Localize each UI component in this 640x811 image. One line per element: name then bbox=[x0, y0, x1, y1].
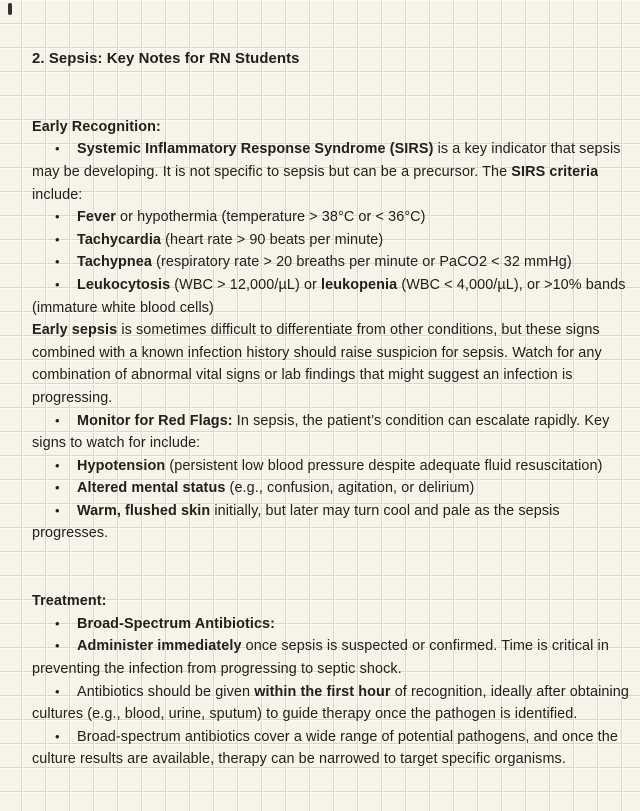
text-run: progresses. bbox=[32, 525, 109, 542]
text-run: may be developing. It is not specific to sepsis but can be a precursor. The bbox=[32, 163, 512, 180]
blank-line bbox=[32, 71, 617, 94]
text-line bbox=[32, 206, 617, 229]
text-run: (persistent low blood pressure despite adequate fluid resuscitation) bbox=[165, 457, 603, 474]
text-run: (immature white blood cells) bbox=[32, 299, 214, 316]
text-line bbox=[32, 590, 617, 613]
text-run: progressing. bbox=[32, 389, 113, 406]
bold-text-run: Treatment: bbox=[32, 593, 107, 610]
pen-mark bbox=[8, 3, 12, 15]
text-run: or hypothermia (temperature > 38°C or < 36°C) bbox=[115, 209, 426, 226]
bullet-icon: • bbox=[55, 209, 60, 225]
blank-line bbox=[32, 93, 617, 116]
text-run: (e.g., confusion, agitation, or delirium) bbox=[225, 480, 475, 497]
bold-text-run: Systemic Inflammatory Response Syndrome (SIRS) bbox=[77, 141, 434, 158]
bullet-icon: • bbox=[55, 728, 60, 744]
bold-text-run: Warm, flushed skin bbox=[77, 502, 211, 519]
text-run: is sometimes difficult to differentiate from other conditions, but these signs bbox=[117, 322, 600, 339]
text-line bbox=[32, 184, 617, 207]
text-run: once sepsis is suspected or confirmed. Time is critical in bbox=[241, 638, 609, 655]
bullet-icon: • bbox=[55, 480, 60, 496]
text-run: Broad-spectrum antibiotics cover a wide range of potential pathogens, and once the bbox=[77, 728, 618, 745]
bold-text-run: Administer immediately bbox=[77, 638, 242, 655]
bullet-icon: • bbox=[55, 141, 60, 157]
bullet-icon: • bbox=[55, 457, 60, 473]
text-line bbox=[32, 726, 617, 749]
bullet-icon: • bbox=[55, 254, 60, 270]
text-line bbox=[32, 500, 617, 523]
bullet-icon: • bbox=[55, 412, 60, 428]
text-line bbox=[32, 138, 621, 161]
bold-text-run: SIRS criteria bbox=[511, 163, 599, 180]
text-run: culture results are available, therapy can be narrowed to target specific organisms. bbox=[32, 751, 566, 768]
text-run: cultures (e.g., blood, urine, sputum) to guide therapy once the pathogen is identified. bbox=[32, 706, 578, 723]
blank-line bbox=[32, 545, 617, 568]
bold-text-run: Altered mental status bbox=[77, 480, 226, 497]
bullet-icon: • bbox=[55, 231, 60, 247]
text-line bbox=[32, 161, 617, 184]
text-run: (WBC < 4,000/µL), or >10% bands bbox=[397, 276, 626, 293]
text-run: combination of abnormal vital signs or lab findings that might suggest an infection is bbox=[32, 367, 573, 384]
text-line bbox=[32, 522, 617, 545]
bold-text-run: Leukocytosis bbox=[77, 276, 171, 293]
text-run: (WBC > 12,000/µL) or bbox=[170, 276, 322, 293]
text-run: is a key indicator that sepsis bbox=[433, 141, 621, 158]
text-run: (heart rate > 90 beats per minute) bbox=[161, 231, 384, 248]
text-line bbox=[32, 297, 617, 320]
text-line bbox=[32, 229, 617, 252]
text-line bbox=[32, 455, 617, 478]
bullet-icon: • bbox=[55, 638, 60, 654]
text-run: In sepsis, the patient’s condition can escalate rapidly. Key bbox=[232, 412, 610, 429]
bold-text-run: Broad-Spectrum Antibiotics: bbox=[77, 615, 276, 632]
bullet-icon: • bbox=[55, 683, 60, 699]
text-run: (respiratory rate > 20 breaths per minute or PaCO2 < 32 mmHg) bbox=[152, 254, 572, 271]
note-body bbox=[32, 48, 630, 771]
bold-text-run: Fever bbox=[77, 209, 116, 226]
text-run: preventing the infection from progressing to septic shock. bbox=[32, 661, 402, 678]
bold-text-run: leukopenia bbox=[321, 276, 398, 293]
bold-text-run: Monitor for Red Flags: bbox=[77, 412, 233, 429]
text-line bbox=[32, 613, 617, 636]
text-line bbox=[32, 658, 617, 681]
text-run: of recognition, ideally after obtaining bbox=[390, 683, 630, 700]
text-line bbox=[32, 364, 617, 387]
bold-text-run: 2. Sepsis: Key Notes for RN Students bbox=[32, 51, 300, 67]
text-line bbox=[32, 635, 617, 658]
text-run: initially, but later may turn cool and pale as the sepsis bbox=[210, 502, 560, 519]
text-line bbox=[32, 477, 617, 500]
bold-text-run: within the first hour bbox=[254, 683, 391, 700]
text-line bbox=[32, 116, 617, 139]
bullet-icon: • bbox=[55, 276, 60, 292]
bold-text-run: Early Recognition: bbox=[32, 118, 161, 135]
bold-text-run: Tachycardia bbox=[77, 231, 162, 248]
bullet-icon: • bbox=[55, 615, 60, 631]
text-run: combined with a known infection history should raise suspicion for sepsis. Watch for any bbox=[32, 344, 602, 361]
blank-line bbox=[32, 568, 617, 591]
text-line bbox=[32, 251, 617, 274]
bold-text-run: Hypotension bbox=[77, 457, 166, 474]
text-line bbox=[32, 319, 617, 342]
text-line bbox=[32, 748, 617, 771]
bold-text-run: Tachypnea bbox=[77, 254, 153, 271]
text-line bbox=[32, 342, 617, 365]
text-run: Antibiotics should be given bbox=[77, 683, 255, 700]
text-line bbox=[32, 432, 617, 455]
text-line bbox=[32, 410, 617, 433]
bold-text-run: Early sepsis bbox=[32, 322, 118, 339]
bullet-icon: • bbox=[55, 502, 60, 518]
text-line bbox=[32, 274, 626, 297]
text-line bbox=[32, 681, 630, 704]
text-run: include: bbox=[32, 186, 83, 203]
text-line bbox=[32, 703, 617, 726]
text-run: signs to watch for include: bbox=[32, 435, 201, 452]
text-line bbox=[32, 387, 617, 410]
page-title bbox=[32, 48, 617, 71]
